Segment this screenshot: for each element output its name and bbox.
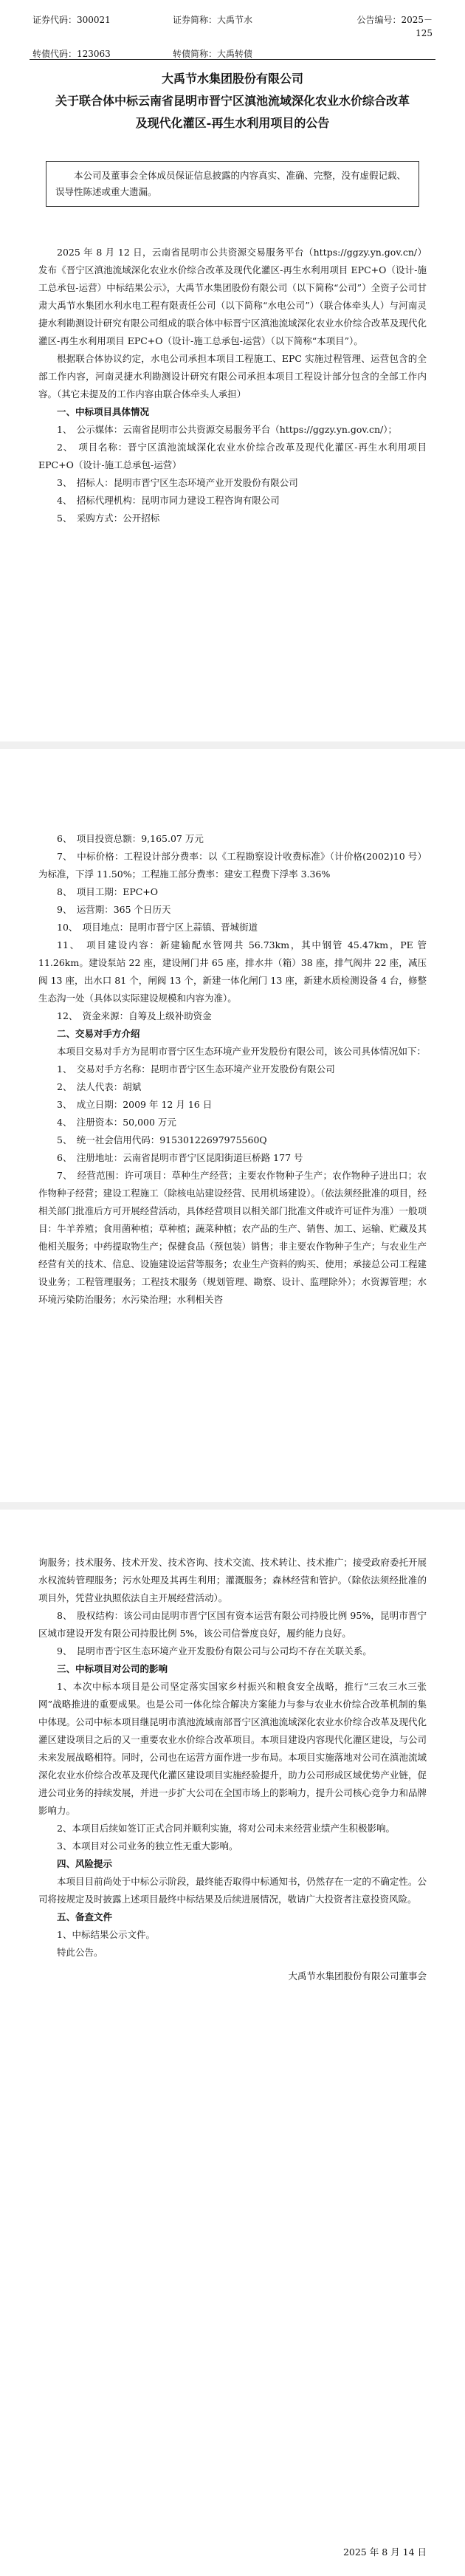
document-title: 关于联合体中标云南省昆明市晋宁区滇池流域深化农业水价综合改革及现代化灌区-再生水利用项目的公告 [55, 94, 410, 130]
stock-code: 证券代码：300021 [32, 15, 111, 25]
paragraph: 2025 年 8 月 12 日，云南省昆明市公共资源交易服务平台（https://ggzy.yn.gov.cn/）发布《晋宁区滇池流域深化农业水价综合改革及现代化灌区-再生水利用项目 EPC+O（设计-施工总承包-运营）中标结果公示》，大禹节水集团股份有限公司（以下简称“公司”）全资子公司甘肃大禹节水集团水利水电工程有限责任公司（以下简称“水电公司”）（联合体牵头人）与河南灵捷水利勘测设计研究有限公司组成的联合体中标晋宁区滇池流域深化农业水价综合改革及现代化灌区-再生水利用项目 EPC+O（设计-施工总承包-运营）（以下简称“本项目”）。 [38, 247, 427, 346]
list-item: 6、 项目投资总额：9,165.07 万元 [57, 833, 204, 844]
bond-abbr: 转债简称：大禹转债 [173, 49, 253, 59]
header-rule [30, 59, 435, 60]
signature: 大禹节水集团股份有限公司董事会 [288, 1970, 427, 1981]
section-heading: 一、中标项目具体情况 [57, 406, 150, 417]
paragraph: 根据联合体协议约定，水电公司承担本项目工程施工、EPC 实施过程管理、运营包含的全部工作内容，河南灵捷水利勘测设计研究有限公司承担本项目工程设计部分包含的全部工作内容。（其它未提及的工作内容由联合体牵头人承担） [38, 353, 427, 400]
closing-text: 特此公告。 [57, 1947, 103, 1958]
list-item: 3、本项目对公司业务的独立性无重大影响。 [57, 1840, 238, 1852]
bond-code: 转债代码：123063 [32, 49, 111, 59]
section-heading: 四、风险提示 [57, 1858, 113, 1869]
list-item: 1、本次中标本项目是公司坚定落实国家乡村振兴和粮食安全战略，推行“三农三水三张网”战略推进的重要成果。也是公司一体化综合解决方案能力与参与农业水价综合改革机制的集中体现。公司中标本项目继昆明市滇池流域南部晋宁区滇池流域深化农业水价综合改革及现代化灌区建设项目之后的又一重要农业水价综合改革项目。本项目建设内容现代化灌区建设，与公司未来发展战略相符。同时，公司也在运营方面作进一步布局。本项目实施落地对公司在滇池流域深化农业水价综合改革及现代化灌区建设项目实施经验提升，助力公司形成区域优势产业链，促进公司业务的持续发展，并进一步扩大公司在全国市场上的影响力，提升公司核心竞争力和品牌影响力。 [38, 1681, 427, 1816]
list-item: 1、 公示媒体：云南省昆明市公共资源交易服务平台（https://ggzy.yn.gov.cn/）； [57, 424, 397, 435]
list-item: 11、 项目建设内容：新建输配水管网共 56.73km，其中钢管 45.47km，PE 管 11.26km。建设泵站 22 座，建设闸门井 65 座，排水井（箱）38 座，排气阀井 22 座，减压阀 13 座，出水口 81 个，闸阀 13 个，新建一体化闸门 13 座，新建水质检测设备 4 台，修整生态沟一处（具体以实际建设规模和内容为准）。 [38, 939, 427, 1004]
list-item: 5、 统一社会信用代码：91530122697975560Q [57, 1134, 267, 1145]
list-item: 8、 项目工期：EPC+O [57, 886, 159, 897]
list-item: 1、中标结果公示文件。 [57, 1929, 155, 1940]
paragraph: 本项目目前尚处于中标公示阶段，最终能否取得中标通知书，仍然存在一定的不确定性。公司将按规定及时披露上述项目最终中标结果及后续进展情况，敬请广大投资者注意投资风险。 [38, 1876, 427, 1905]
list-item: 7、 中标价格：工程设计部分费率：以《工程勘察设计收费标准》（计价格(2002)10 号）为标准，下浮 11.50%；工程施工部分费率：建安工程费下浮率 3.36% [38, 851, 427, 880]
list-item: 6、 注册地址：云南省昆明市晋宁区昆阳街道巨桥路 177 号 [57, 1152, 303, 1163]
document-page-3 [0, 1510, 465, 2576]
list-item: 10、 项目地点：昆明市晋宁区上蒜镇、晋城街道 [57, 922, 258, 933]
section-heading: 五、备查文件 [57, 1911, 113, 1922]
paragraph: 本项目交易对手方为昆明市晋宁区生态环境产业开发股份有限公司，该公司具体情况如下： [57, 1046, 427, 1057]
list-item: 8、 股权结构：该公司由昆明市晋宁区国有资本运营有限公司持股比例 95%，昆明市晋宁区城市建设开发有限公司持股比例 5%，该公司信誉度良好，履约能力良好。 [38, 1610, 427, 1639]
list-item: 1、 交易对手方名称：昆明市晋宁区生态环境产业开发股份有限公司 [57, 1063, 335, 1075]
list-item: 5、 采购方式：公开招标 [57, 513, 160, 524]
list-item: 2、 法人代表：胡斌 [57, 1081, 142, 1092]
disclosure-statement-box: 本公司及董事会全体成员保证信息披露的内容真实、准确、完整，没有虚假记载、误导性陈述或重大遗漏。 [46, 161, 419, 207]
list-item: 4、 注册资本：50,000 万元 [57, 1117, 176, 1128]
list-item: 2、本项目后续如签订正式合同并顺利实施，将对公司未来经营业绩产生积极影响。 [57, 1823, 395, 1834]
company-name: 大禹节水集团股份有限公司 [161, 72, 303, 86]
list-item: 9、 运营期：365 个日历天 [57, 904, 171, 915]
list-item: 3、 成立日期：2009 年 12 月 16 日 [57, 1099, 213, 1110]
body-text-page-1 [38, 244, 427, 527]
list-item: 3、 招标人：昆明市晋宁区生态环境产业开发股份有限公司 [57, 477, 298, 488]
document-page-1 [0, 0, 465, 741]
list-item: 2、 项目名称：晋宁区滇池流域深化农业水价综合改革及现代化灌区-再生水利用项目 EPC+O（设计-施工总承包-运营） [38, 442, 427, 470]
announcement-header [0, 13, 465, 61]
body-text-page-3 [38, 1554, 427, 1985]
announcement-date: 2025 年 8 月 14 日 [342, 2546, 427, 2558]
list-item: 12、 资金来源：自筹及上级补助资金 [57, 1010, 212, 1021]
document-page-2 [0, 749, 465, 1502]
section-heading: 二、交易对手方介绍 [57, 1028, 140, 1039]
paragraph: 询服务；技术服务、技术开发、技术咨询、技术交流、技术转让、技术推广；接受政府委托开展水权流转管理服务；污水处理及其再生利用；灌溉服务；森林经营和管护。（除依法须经批准的项目外，凭营业执照依法自主开展经营活动）。 [38, 1557, 427, 1603]
body-text-page-2 [38, 830, 427, 1309]
section-heading: 三、中标项目对公司的影响 [57, 1663, 168, 1674]
list-item: 7、 经营范围：许可项目：草种生产经营；主要农作物种子生产；农作物种子进出口；农作物种子经营；建设工程施工（除核电站建设经营、民用机场建设）。（依法须经批准的项目，经相关部门批准后方可开展经营活动，具体经营项目以相关部门批准文件或许可证件为准）一般项目：牛羊养殖；食用菌种植；草种植；蔬菜种植；农产品的生产、销售、加工、运输、贮藏及其他相关服务；中药提取物生产；保健食品（预包装）销售；非主要农作物种子生产；与农业生产经营有关的技术、信息、设施建设运营等服务；农业生产资料的购买、使用；承接总公司工程建设业务；工程管理服务；工程技术服务（规划管理、勘察、设计、监理除外）；水资源管理；水环境污染防治服务；水污染治理；水利相关咨 [38, 1170, 427, 1305]
list-item: 9、 昆明市晋宁区生态环境产业开发股份有限公司与公司均不存在关联关系。 [57, 1645, 372, 1657]
list-item: 4、 招标代理机构：昆明市同力建设工程咨询有限公司 [57, 495, 280, 506]
notice-number: 公告编号：2025－125 [356, 15, 433, 38]
stock-abbr: 证券简称：大禹节水 [173, 15, 253, 25]
